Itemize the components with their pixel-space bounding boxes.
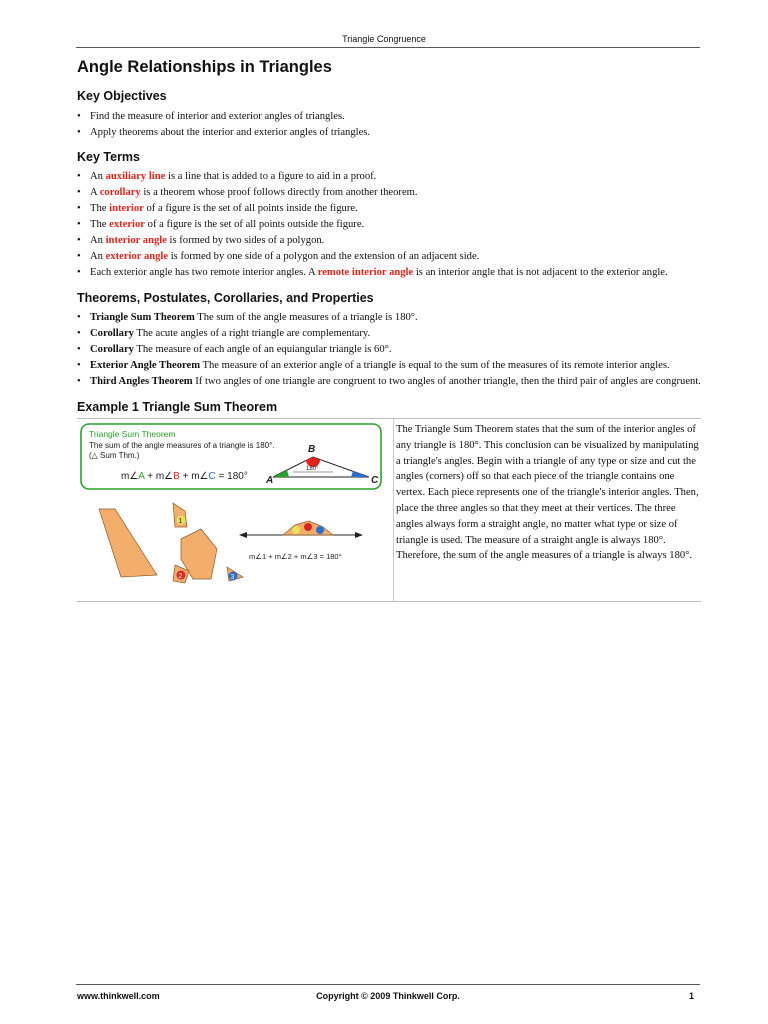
term-item: • The interior of a figure is the set of all points inside the figure. — [77, 203, 358, 214]
term-highlight: corollary — [99, 187, 141, 198]
theorem-item: • Corollary The acute angles of a right triangle are complementary. — [77, 328, 371, 339]
piece-2-label: 2 — [178, 573, 183, 580]
example-title: Example 1 Triangle Sum Theorem — [77, 400, 278, 414]
running-header: Triangle Congruence — [342, 34, 426, 44]
term-highlight: exterior angle — [105, 251, 169, 262]
footer-rule — [76, 984, 700, 985]
theorem-item: • Corollary The measure of each angle of an equiangular triangle is 60°. — [77, 344, 392, 355]
example-box — [77, 418, 701, 602]
triangle-sum-figure — [77, 419, 393, 601]
objective-item: • Apply theorems about the interior and exterior angles of triangles. — [77, 127, 371, 138]
page-title: Angle Relationships in Triangles — [77, 58, 332, 76]
theorem-name: Triangle Sum Theorem — [90, 312, 195, 323]
piece-1-label: 1 — [178, 518, 183, 525]
objective-item: • Find the measure of interior and exterior angles of triangles. — [77, 111, 345, 122]
theorem-item: • Exterior Angle Theorem The measure of an exterior angle of a triangle is equal to the sum of the measures of its remote interior angles. — [77, 360, 670, 371]
theorem-item: • Triangle Sum Theorem The sum of the angle measures of a triangle is 180°. — [77, 312, 418, 323]
line-left-arrow — [239, 532, 247, 538]
callout-formula: m∠A + m∠B + m∠C = 180° — [121, 471, 248, 482]
key-objectives-heading: Key Objectives — [77, 89, 167, 103]
footer-website: www.thinkwell.com — [77, 991, 160, 1001]
line-angle-2 — [304, 523, 312, 531]
term-highlight: interior — [109, 203, 144, 214]
callout-line2: (△ Sum Thm.) — [89, 451, 140, 460]
example-explanation: The Triangle Sum Theorem states that the sum of the interior angles of any triangle is 180°. This conclusion can be visualized by manipulating a triangle's angles. Begin with a triangle of any type or size and cut the angles (corners) off so that each piece of the triangle contains one vertex. Each piece represents one of the triangle's interior angles. Then, place the three angles so that they meet at their vertices. The three angles always form a straight angle, no matter what type or size of triangle is used. The measure of a straight angle is always 180°. Therefore, the sum of the angle measures of a triangle is always 180°. — [396, 424, 699, 562]
example-divider — [393, 419, 394, 601]
theorem-name: Corollary — [90, 344, 134, 355]
callout-title: Triangle Sum Theorem — [89, 429, 176, 439]
callout-line1: The sum of the angle measures of a triangle is 180°. — [89, 441, 275, 450]
key-terms-heading: Key Terms — [77, 150, 140, 164]
key-objectives-section — [77, 88, 703, 141]
term-item: • A corollary is a theorem whose proof follows directly from another theorem. — [77, 187, 418, 198]
header-rule — [76, 47, 700, 48]
angle-180-label: 180° — [306, 466, 319, 472]
footer-copyright: Copyright © 2009 Thinkwell Corp. — [316, 991, 460, 1001]
term-item: • The exterior of a figure is the set of all points outside the figure. — [77, 219, 365, 230]
footer-page-number: 1 — [689, 991, 695, 1001]
term-highlight: exterior — [109, 219, 145, 230]
term-highlight: remote interior angle — [317, 267, 414, 278]
term-item: • An auxiliary line is a line that is added to a figure to aid in a proof. — [77, 171, 377, 182]
term-item: • Each exterior angle has two remote interior angles. A remote interior angle is an interior angle that is not adjacent to the exterior angle. — [77, 267, 668, 278]
theorem-name: Third Angles Theorem — [90, 376, 193, 387]
cut-triangle-remainder — [99, 509, 157, 577]
line-angle-3 — [316, 526, 324, 534]
page-content — [77, 55, 703, 602]
theorem-item: • Third Angles Theorem If two angles of one triangle are congruent to two angles of another triangle, then the third pair of angles are congruent. — [77, 376, 701, 387]
term-highlight: auxiliary line — [105, 171, 166, 182]
theorems-heading: Theorems, Postulates, Corollaries, and Properties — [77, 291, 374, 305]
line-right-arrow — [355, 532, 363, 538]
vertex-b-label: B — [308, 444, 316, 455]
vertex-c-label: C — [371, 475, 379, 486]
term-highlight: interior angle — [105, 235, 167, 246]
term-item: • An exterior angle is formed by one side of a polygon and the extension of an adjacent side. — [77, 251, 480, 262]
key-terms-section — [77, 149, 703, 281]
piece-3-label: 3 — [230, 574, 235, 581]
theorem-name: Exterior Angle Theorem — [90, 360, 201, 371]
line-angle-1 — [292, 526, 300, 534]
theorem-name: Corollary — [90, 328, 134, 339]
theorems-section — [77, 290, 703, 390]
line-formula: m∠1 + m∠2 + m∠3 = 180° — [249, 552, 342, 561]
vertex-a-label: A — [266, 475, 274, 486]
term-item: • An interior angle is formed by two sides of a polygon. — [77, 235, 325, 246]
